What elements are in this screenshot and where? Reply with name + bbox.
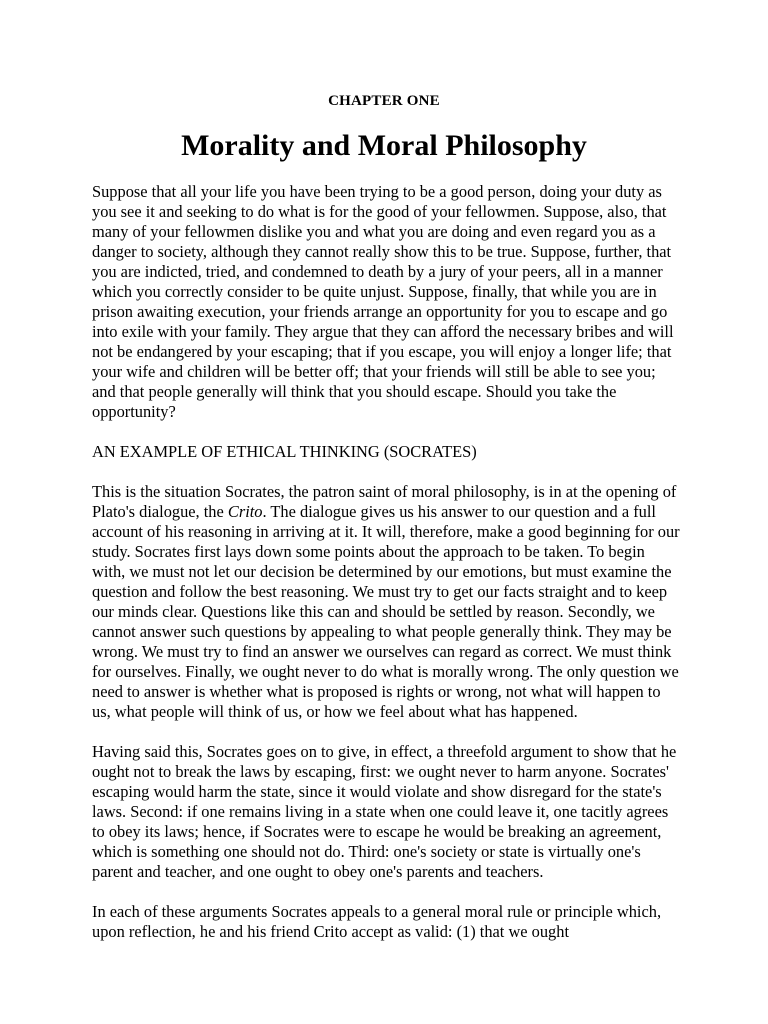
crito-title: Crito [227, 502, 263, 521]
chapter-label: CHAPTER ONE [328, 93, 440, 109]
paragraph-4: In each of these arguments Socrates appeals to a general moral rule or principle which, upon reflection, he and his friend Crito accept as valid: (1) that we ought [92, 902, 662, 941]
chapter-body [92, 182, 682, 942]
paragraph-3: Having said this, Socrates goes on to give, in effect, a threefold argument to show that he ought not to break the laws by escaping, first: we ought never to harm anyone. Socrates' escaping would harm the state, since it would violate and show disregard for the state's laws. Second: if one remains living in a state when one could leave it, one tacitly agrees to obey its laws; hence, if Socrates were to escape he would be breaking an agreement, which is something one should not do. Third: one's society or state is virtually one's parent and teacher, and one ought to obey one's parents and teachers. [92, 742, 677, 881]
paragraph-1: Suppose that all your life you have been trying to be a good person, doing your duty as you see it and seeking to do what is for the good of your fellowmen. Suppose, also, that many of your fellowmen dislike you and what you are doing and even regard you as a danger to society, although they cannot really show this to be true. Suppose, further, that you are indicted, tried, and condemned to death by a jury of your peers, all in a manner which you correctly consider to be quite unjust. Suppose, finally, that while you are in prison awaiting execution, your friends arrange an opportunity for you to escape and go into exile with your family. They argue that they can afford the necessary bribes and will not be endangered by your escaping; that if you escape, you will enjoy a longer life; that your wife and children will be better off; that your friends will still be able to see you; and that people generally will think that you should escape. Should you take the opportunity? [92, 182, 674, 421]
chapter-title: Morality and Moral Philosophy [181, 129, 587, 162]
paragraph-2-text-start: This is the situation Socrates, the patron saint of moral philosophy, is in at the opening of Plato's dialogue, the [92, 482, 677, 521]
paragraph-2-text-end: . The dialogue gives us his answer to our question and a full account of his reasoning in arriving at it. It will, therefore, make a good beginning for our study. Socrates first lays down some points about the approach to be taken. To begin with, we must not let our decision be determined by our emotions, but must examine the question and follow the best reasoning. We must try to get our facts straight and to keep our minds clear. Questions like this can and should be settled by reason. Secondly, we cannot answer such questions by appealing to what people generally think. They may be wrong. We must try to find an answer we ourselves can regard as correct. We must think for ourselves. Finally, we ought never to do what is morally wrong. The only question we need to answer is whether what is proposed is rights or wrong, not what will happen to us, what people will think of us, or how we feel about what has happened. [92, 502, 680, 721]
paragraph-2 [92, 482, 682, 722]
section-heading: AN EXAMPLE OF ETHICAL THINKING (SOCRATES) [92, 442, 477, 461]
